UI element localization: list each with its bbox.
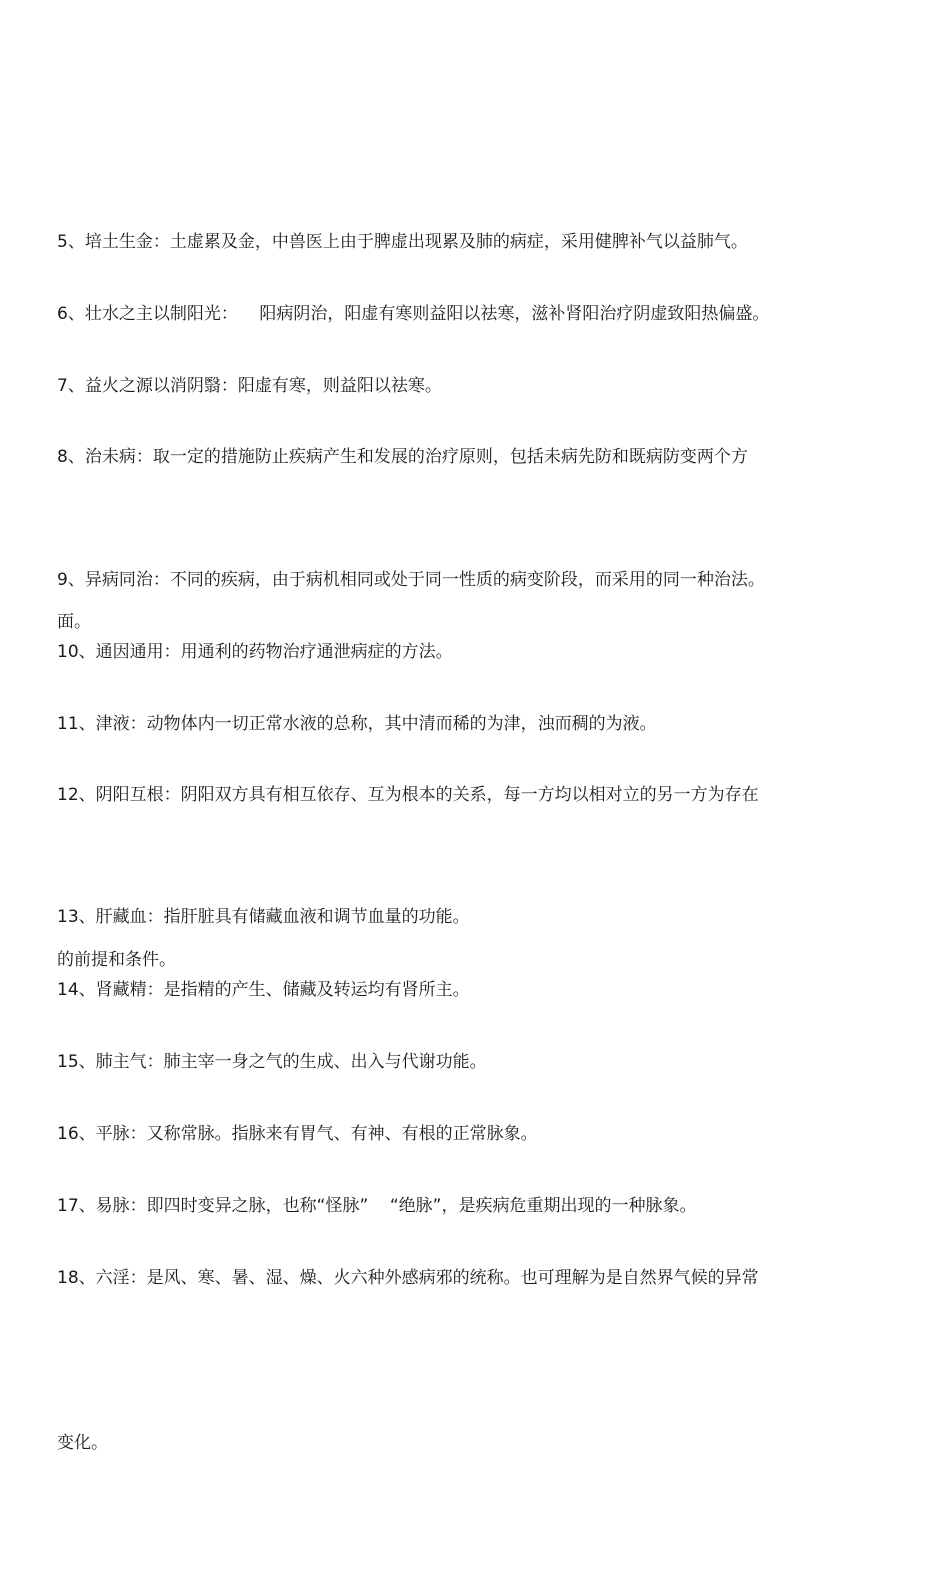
entry-line: 18、六淫：是风、寒、暑、湿、燥、火六种外感病邪的统称。也可理解为是自然界气候的异常 <box>57 1268 759 1288</box>
entry-18 <box>57 1141 857 1581</box>
entry-line: 变化。 <box>57 1433 108 1453</box>
entry-line: 面。 <box>57 612 91 632</box>
entry-line: 11、津液：动物体内一切正常水液的总称，其中清而稀的为津，浊而稠的为液。 <box>57 714 657 734</box>
entry-line: 9、异病同治：不同的疾病，由于病机相同或处于同一性质的病变阶段，而采用的同一种治法。 <box>57 570 765 590</box>
entry-line: 5、培土生金：土虚累及金，中兽医上由于脾虚出现累及肺的病症，采用健脾补气以益肺气。 <box>57 232 748 252</box>
entry-line: 14、肾藏精：是指精的产生、储藏及转运均有肾所主。 <box>57 980 470 1000</box>
entry-line: 15、肺主气：肺主宰一身之气的生成、出入与代谢功能。 <box>57 1052 487 1072</box>
entry-line: 7、益火之源以消阴翳：阳虚有寒，则益阳以祛寒。 <box>57 376 442 396</box>
entry-line: 17、易脉：即四时变异之脉，也称“怪脉” “绝脉”，是疾病危重期出现的一种脉象。 <box>57 1196 697 1216</box>
entry-line: 6、壮水之主以制阳光： 阳病阴治，阳虚有寒则益阳以祛寒，滋补肾阳治疗阴虚致阳热偏盛。 <box>57 304 770 324</box>
entry-line: 13、肝藏血：指肝脏具有储藏血液和调节血量的功能。 <box>57 907 470 927</box>
entry-line: 的前提和条件。 <box>57 950 176 970</box>
entry-line: 16、平脉：又称常脉。指脉来有胃气、有神、有根的正常脉象。 <box>57 1124 538 1144</box>
entry-line: 12、阴阳互根：阴阳双方具有相互依存、互为根本的关系，每一方均以相对立的另一方为存在 <box>57 785 759 805</box>
entry-line: 10、通因通用：用通利的药物治疗通泄病症的方法。 <box>57 642 453 662</box>
entry-line: 8、治未病：取一定的措施防止疾病产生和发展的治疗原则，包括未病先防和既病防变两个方 <box>57 447 748 467</box>
